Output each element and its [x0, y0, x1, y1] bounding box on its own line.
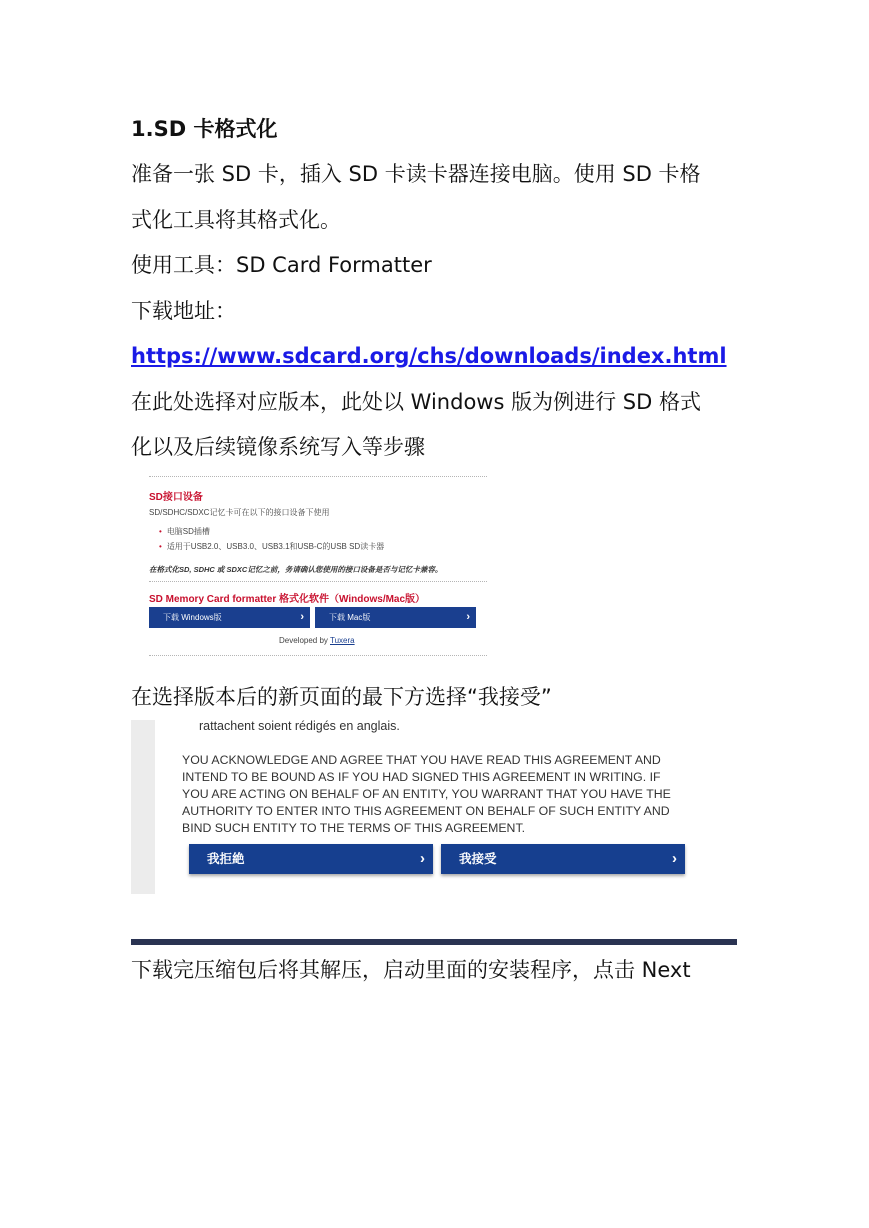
- paragraph-line: 使用工具：SD Card Formatter: [131, 253, 432, 277]
- download-page-screenshot: [145, 474, 487, 658]
- sd-interface-desc: SD/SDHC/SDXC记忆卡可在以下的接口设备下使用: [149, 508, 330, 517]
- divider: [149, 581, 487, 582]
- chevron-right-icon: ›: [420, 850, 425, 867]
- paragraph-line: 准备一张 SD 卡，插入 SD 卡读卡器连接电脑。使用 SD 卡格: [131, 162, 701, 186]
- section-heading: 1.SD 卡格式化: [131, 117, 278, 141]
- agreement-line: BIND SUCH ENTITY TO THE TERMS OF THIS AGREEMENT.: [182, 821, 526, 835]
- divider: [149, 476, 487, 477]
- paragraph-line: 在选择版本后的新页面的最下方选择“我接受”: [131, 685, 552, 709]
- agreement-line: AUTHORITY TO ENTER INTO THIS AGREEMENT ON BEHALF OF SUCH ENTITY AND: [182, 804, 670, 818]
- tuxera-link[interactable]: Tuxera: [330, 636, 355, 645]
- formatter-heading: SD Memory Card formatter 格式化软件（Windows/Mac版）: [149, 594, 426, 605]
- developer-credit: Developed by Tuxera: [279, 636, 355, 645]
- download-windows-button[interactable]: 下载 Windows版 ›: [149, 607, 310, 628]
- chevron-right-icon: ›: [466, 611, 470, 623]
- compatibility-note: 在格式化SD, SDHC 或 SDXC记忆之前，务请确认您使用的接口设备是否与记忆卡兼容。: [149, 565, 443, 574]
- chevron-right-icon: ›: [300, 611, 304, 623]
- agreement-line: YOU ARE ACTING ON BEHALF OF AN ENTITY, YOU WARRANT THAT YOU HAVE THE: [182, 787, 671, 801]
- download-mac-button[interactable]: 下载 Mac版 ›: [315, 607, 476, 628]
- agreement-line: YOU ACKNOWLEDGE AND AGREE THAT YOU HAVE READ THIS AGREEMENT AND: [182, 753, 661, 767]
- license-agreement-screenshot: [131, 720, 711, 894]
- reject-button[interactable]: 我拒絶 ›: [189, 844, 433, 874]
- paragraph-line: 下载完压缩包后将其解压，启动里面的安装程序，点击 Next: [131, 958, 691, 982]
- agreement-paragraph: [182, 752, 702, 837]
- download-link[interactable]: https://www.sdcard.org/chs/downloads/index.html: [131, 344, 727, 368]
- sidebar: [131, 720, 155, 894]
- accept-button[interactable]: 我接受 ›: [441, 844, 685, 874]
- paragraph-line: 在此处选择对应版本，此处以 Windows 版为例进行 SD 格式: [131, 390, 701, 414]
- chevron-right-icon: ›: [672, 850, 677, 867]
- paragraph-line: 式化工具将其格式化。: [131, 208, 341, 232]
- paragraph-line: 下载地址：: [131, 299, 236, 323]
- list-item: • 适用于USB2.0、USB3.0、USB3.1和USB-C的USB SD读卡器: [159, 542, 385, 551]
- sd-interface-title: SD接口设备: [149, 492, 203, 503]
- divider: [149, 655, 487, 656]
- list-item: • 电脑SD插槽: [159, 527, 210, 536]
- agreement-text: rattachent soient rédigés en anglais.: [199, 719, 400, 733]
- paragraph-line: 化以及后续镜像系统写入等步骤: [131, 435, 425, 459]
- agreement-line: INTEND TO BE BOUND AS IF YOU HAD SIGNED THIS AGREEMENT IN WRITING. IF: [182, 770, 661, 784]
- section-divider: [131, 939, 737, 945]
